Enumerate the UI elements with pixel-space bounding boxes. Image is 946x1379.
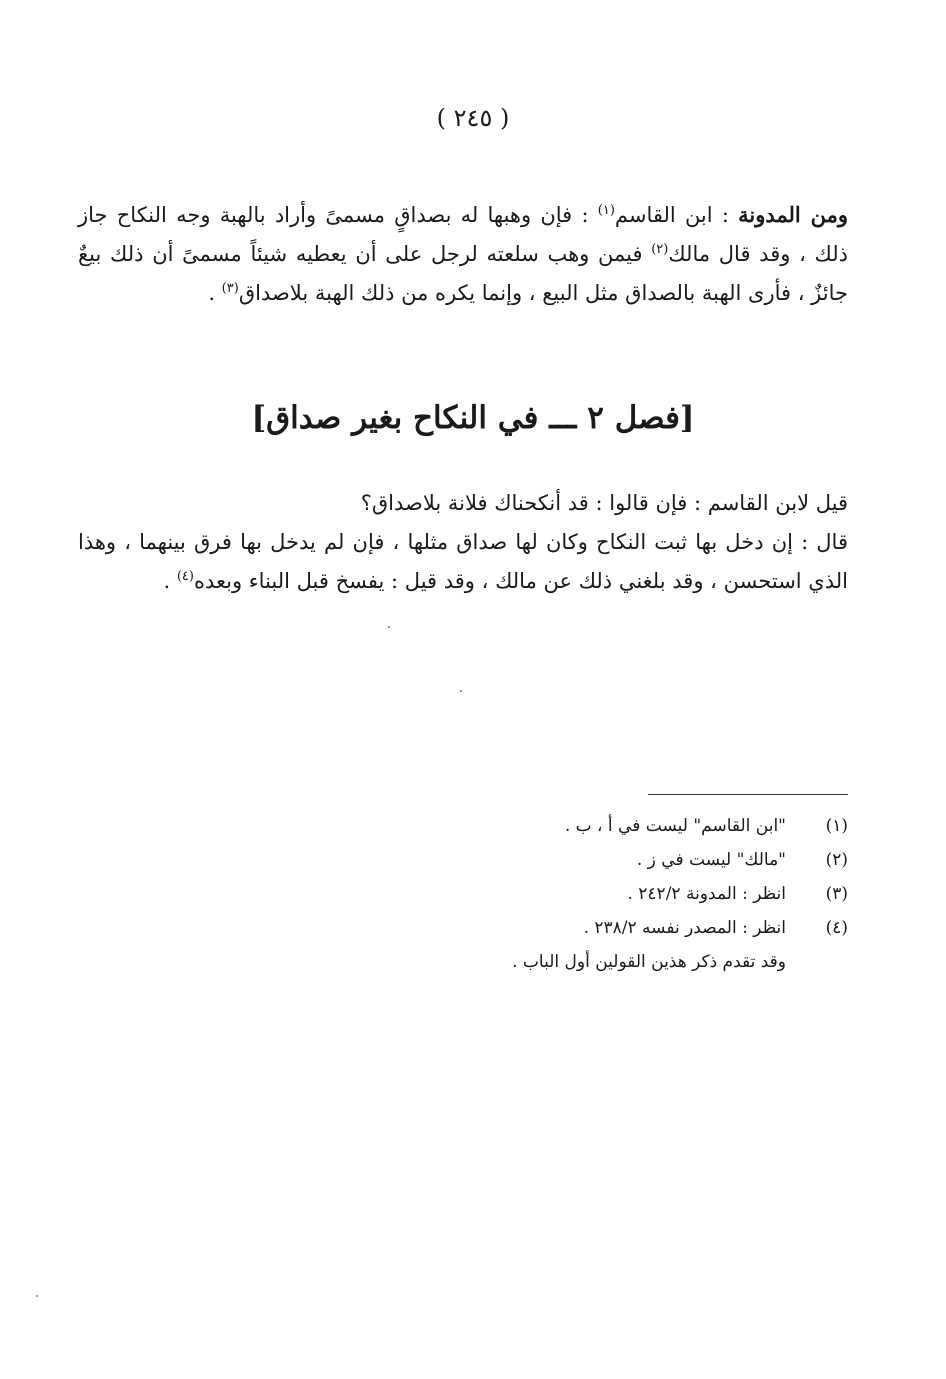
paragraph-text: : فإن وهبها له بصداقٍ مسمىً وأراد بالهبة وجه النكاح جاز ذلك ، وقد قال مالك [78, 203, 849, 266]
paragraph-text: فيمن وهب سلعته لرجل على أن يعطيه شيئاً مسمىً أن ذلك بيعٌ جائزٌ ، فأرى الهبة بالصداق مثل البيع ، وإنما يكره من ذلك الهبة بلاصداق [78, 242, 848, 305]
footnotes-block [300, 816, 848, 982]
footnote-number: (٢) [825, 850, 848, 870]
footnote-number: (٤) [825, 918, 848, 938]
paragraph-text: قال : إن دخل بها ثبت النكاح وكان لها صداق مثلها ، فإن لم يدخل بها فرق بينهما ، وهذا الذي استحسن ، وقد بلغني ذلك عن مالك ، وقد قيل : يفسخ قبل البناء وبعده [78, 530, 848, 593]
footnote-item [300, 918, 848, 952]
footnote-ref[interactable]: (٣) [221, 281, 239, 296]
page-number: ( ٢٤٥ ) [436, 104, 510, 132]
footnote-text: "ابن القاسم" ليست في أ ، ب . [564, 816, 786, 836]
footnote-text: "مالك" ليست في ز . [636, 850, 786, 870]
footnote-text: انظر : المدونة ٢٤٢/٢ . [627, 884, 786, 904]
paragraph-mudawwana [78, 195, 848, 313]
footnote-number: (٣) [825, 884, 848, 904]
footnote-item [300, 884, 848, 918]
scan-speck [36, 1295, 38, 1297]
paragraph-text: . [163, 569, 177, 593]
section-heading: [فصل ٢ ـــ في النكاح بغير صداق] [251, 400, 695, 436]
paragraph-text: : ابن القاسم [614, 203, 739, 227]
footnote-ref[interactable]: (٢) [651, 242, 669, 257]
footnote-item [300, 850, 848, 884]
footnote-continuation [300, 952, 848, 982]
paragraph-section-body [78, 484, 848, 601]
paragraph-lead: ومن المدونة [738, 202, 848, 227]
footnote-text: انظر : المصدر نفسه ٢٣٨/٢ . [583, 918, 786, 938]
footnote-number: (١) [825, 816, 848, 836]
paragraph-text: . [208, 281, 222, 305]
scan-speck [460, 690, 462, 692]
footnote-separator [648, 794, 848, 795]
footnote-ref[interactable]: (١) [597, 203, 615, 218]
footnote-ref[interactable]: (٤) [176, 569, 194, 584]
scan-speck [388, 626, 390, 628]
footnote-text: وقد تقدم ذكر هذين القولين أول الباب . [512, 952, 786, 972]
question-line: قيل لابن القاسم : فإن قالوا : قد أنكحناك فلانة بلاصداق؟ [360, 491, 848, 515]
footnote-item [300, 816, 848, 850]
